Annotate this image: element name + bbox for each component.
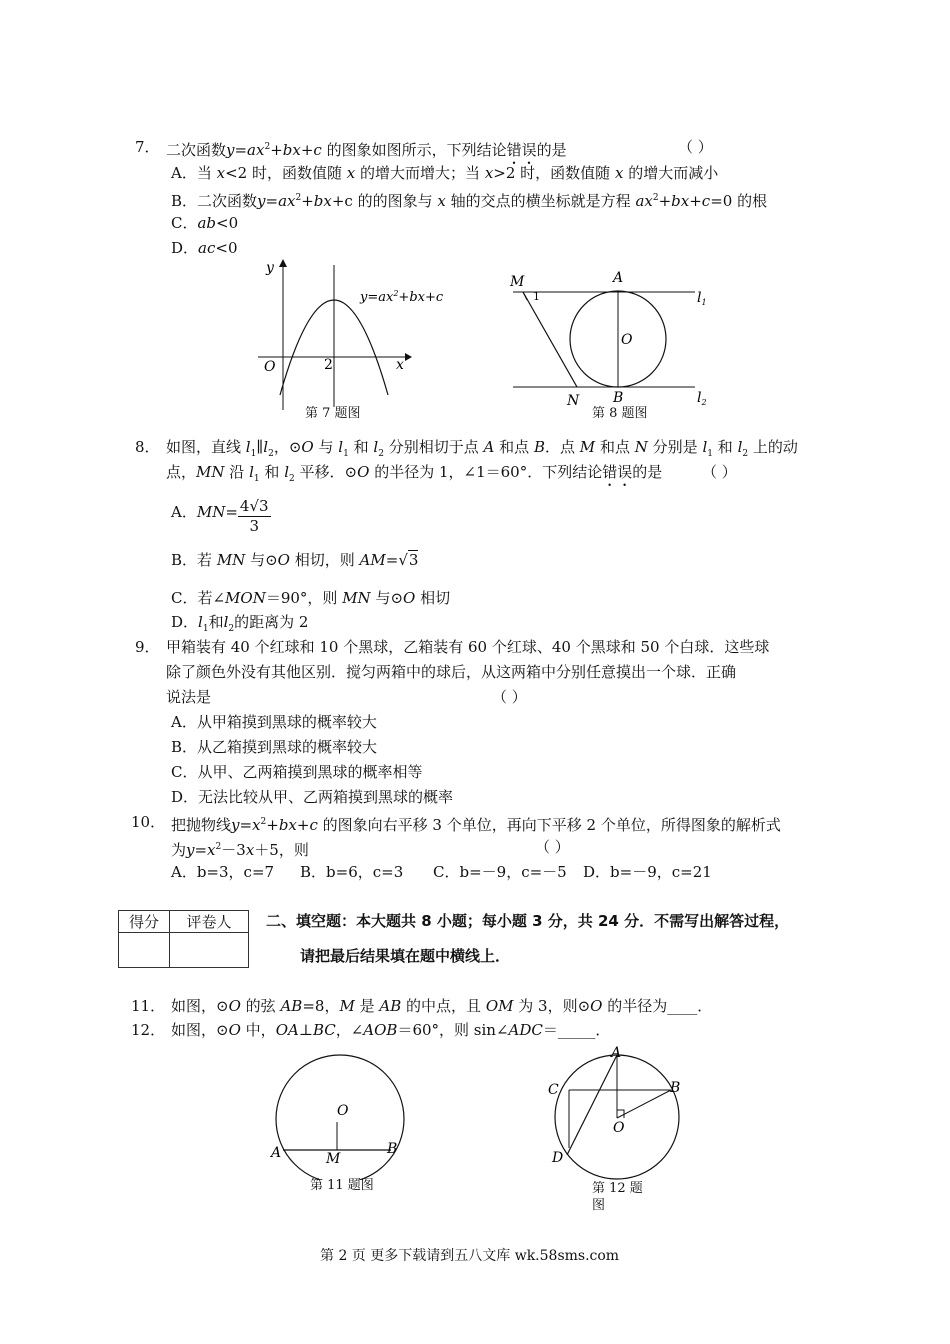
q10-option-a: A．b=3，c=7 <box>171 863 275 881</box>
svg-text:l2: $l_2$ <box>697 390 707 407</box>
q8-tangent-figure <box>505 262 725 412</box>
q7-option-c: C．ab<0 <box>171 214 239 232</box>
q7-figure-caption: 第 7 题图 <box>305 406 361 421</box>
q7-number: 7． <box>135 138 160 156</box>
q8-option-b: B．若 MN 与⊙O 相切，则 AM=√3 <box>171 551 419 569</box>
q9-answer-paren: （ ） <box>492 688 527 706</box>
svg-text:M: M <box>326 1151 341 1167</box>
q8-stem-line2: 点，MN 沿 $l_1$ 和 $l_2$ 平移．⊙O 的半径为 1，∠1＝60°．下列结论错误的是 <box>166 463 663 484</box>
q9-option-b: B．从乙箱摸到黑球的概率较大 <box>171 738 378 756</box>
svg-text:O: O <box>613 1120 625 1136</box>
q12-number: 12． <box>131 1021 166 1039</box>
q11-number: 11． <box>131 997 166 1015</box>
q8-option-a: A．MN= $\frac{4√3}{3}$ <box>171 497 269 535</box>
grader-label: 评卷人 <box>170 911 249 933</box>
svg-text:A: A <box>611 1045 622 1061</box>
q11-circle-figure <box>265 1050 415 1180</box>
q8-answer-paren: （ ） <box>702 463 737 481</box>
q10-stem-line1: 把抛物线$y=x^2+bx+c$ 的图象向右平移 3 个单位，再向下平移 2 个单位，所得图象的解析式 <box>171 816 781 834</box>
score-label: 得分 <box>119 911 170 933</box>
page-footer: 第 2 页 更多下载请到五八文库 wk.58sms.com <box>320 1248 620 1264</box>
q11-stem: 如图，⊙O 的弦 AB=8，M 是 AB 的中点，且 OM 为 3，则⊙O 的半径为____． <box>171 997 713 1015</box>
svg-text:B: B <box>613 390 624 406</box>
score-cell[interactable] <box>119 933 170 968</box>
q12-figure-caption-1: 第 12 题 <box>592 1181 643 1196</box>
svg-text:A: A <box>613 270 624 286</box>
q10-option-d: D．b=－9，c=21 <box>583 863 712 881</box>
q10-option-b: B．b=6，c=3 <box>300 863 404 881</box>
q12-circle-figure <box>540 1040 700 1180</box>
grader-cell[interactable] <box>170 933 249 968</box>
svg-text:B: B <box>670 1080 681 1096</box>
section-heading-line1: 二、填空题：本大题共 8 小题；每小题 3 分，共 24 分．不需写出解答过程， <box>266 912 790 930</box>
q7-option-b: B．二次函数$y=ax^2+bx+c$ 的的图象与 x 轴的交点的横坐标就是方程 $ax^2+bx+c=0$ 的根 <box>171 192 768 210</box>
svg-text:D: D <box>552 1150 564 1166</box>
q8-option-d: D．$l_1$和$l_2$的距离为 2 <box>171 613 309 634</box>
q9-stem-line1: 甲箱装有 40 个红球和 10 个黑球，乙箱装有 60 个红球、40 个黑球和 50 个白球．这些球 <box>166 638 770 656</box>
q7-parabola-figure <box>250 255 450 425</box>
svg-text:l1: $l_1$ <box>697 290 707 307</box>
q9-option-d: D．无法比较从甲、乙两箱摸到黑球的概率 <box>171 788 454 806</box>
q12-stem: 如图，⊙O 中，OA⊥BC，∠AOB＝60°，则 sin∠ADC＝_____． <box>171 1021 611 1039</box>
q10-stem-line2: 为$y=x^2-3x+5$，则 <box>171 841 309 859</box>
svg-text:A: A <box>271 1145 282 1161</box>
q9-stem-line3: 说法是 <box>166 688 212 706</box>
svg-text:M: M <box>510 274 525 290</box>
svg-text:O: O <box>621 332 633 348</box>
q8-stem-line1: 如图，直线 $l_1\parallel l_2$，⊙O 与 $l_1$ 和 $l_2$ 分别相切于点 A 和点 B．点 M 和点 N 分别是 $l_1$ 和 $l_2$ 上的动 <box>166 438 798 459</box>
svg-text:x: x <box>396 357 404 373</box>
q10-option-c: C．b=－9，c=－5 <box>433 863 567 881</box>
q8-number: 8． <box>135 438 160 456</box>
q7-option-d: D．ac<0 <box>171 239 238 257</box>
q7-stem: 二次函数$y=ax^2+bx+c$ 的图象如图所示，下列结论错误的是 <box>166 141 567 159</box>
q9-number: 9． <box>135 638 160 656</box>
q9-option-c: C．从甲、乙两箱摸到黑球的概率相等 <box>171 763 423 781</box>
q7-option-a: A．当 x<2 时，函数值随 x 的增大而增大；当 x>2 时，函数值随 x 的增大而减小 <box>171 164 719 182</box>
svg-text:O: O <box>337 1103 349 1119</box>
q10-number: 10． <box>131 813 166 831</box>
svg-text:y: y <box>266 260 274 276</box>
svg-text:2: 2 <box>324 357 333 373</box>
score-table <box>118 910 249 968</box>
q8-figure-caption: 第 8 题图 <box>592 406 648 421</box>
svg-text:C: C <box>548 1082 559 1098</box>
q11-figure-caption: 第 11 题图 <box>310 1178 374 1193</box>
q8-option-c: C．若∠MON＝90°，则 MN 与⊙O 相切 <box>171 589 451 607</box>
svg-text:1: 1 <box>533 290 540 303</box>
q9-stem-line2: 除了颜色外没有其他区别．搅匀两箱中的球后，从这两箱中分别任意摸出一个球．正确 <box>166 663 737 681</box>
svg-text:y=ax2+bx+c: $y=ax^2+bx+c$ <box>360 289 444 305</box>
q9-option-a: A．从甲箱摸到黑球的概率较大 <box>171 713 377 731</box>
q10-answer-paren: （ ） <box>535 838 570 856</box>
q7-answer-paren: （ ） <box>678 138 713 156</box>
svg-text:O: O <box>264 359 276 375</box>
svg-text:B: B <box>387 1141 398 1157</box>
svg-text:N: N <box>567 393 580 409</box>
section-heading-line2: 请把最后结果填在题中横线上． <box>300 947 511 965</box>
q12-figure-caption-2: 图 <box>592 1198 606 1213</box>
